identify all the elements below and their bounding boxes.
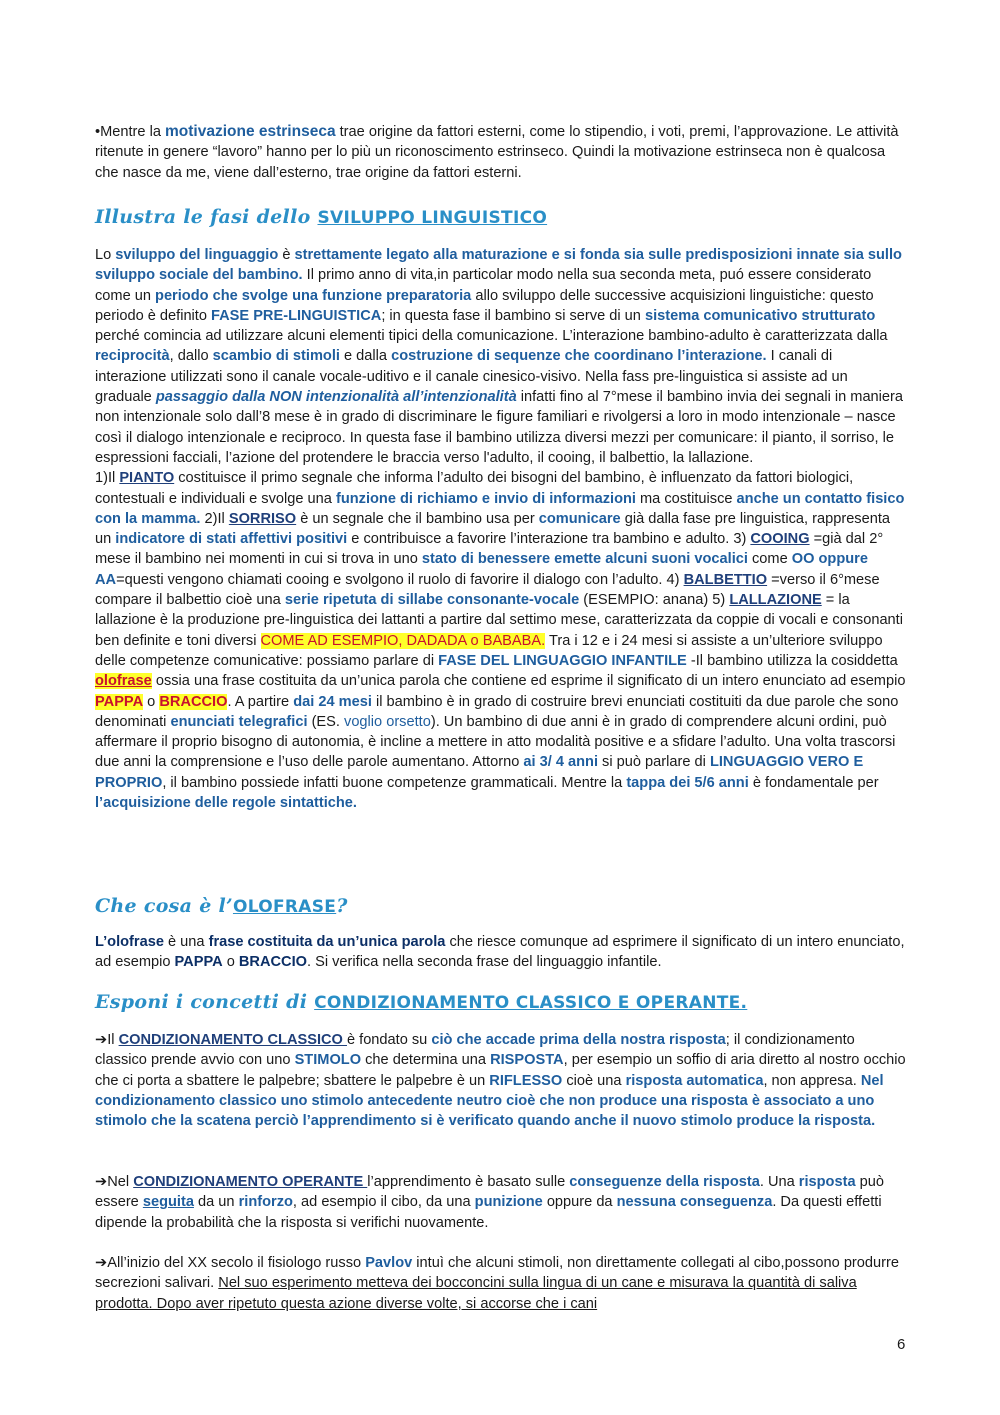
keyword: motivazione estrinseca: [165, 123, 336, 140]
text-run: All’inizio del XX secolo il fisiologo russo: [107, 1255, 366, 1271]
text-run: che riesce comunque ad esprimere il significato di un intero enunciato, ad esempio: [95, 934, 905, 971]
keyword: LALLAZIONE: [729, 592, 822, 609]
highlight: PAPPA: [95, 693, 144, 710]
text-run: Il: [107, 1032, 119, 1048]
section-heading-olofrase: [95, 895, 348, 917]
text-run: . A partire: [227, 693, 294, 710]
text-run: Esponi i concetti di: [95, 991, 315, 1013]
keyword: OO oppure AA: [95, 551, 868, 588]
text-run: come: [747, 551, 792, 568]
bullet: •: [95, 124, 101, 140]
keyword: FASE DEL LINGUAGGIO INFANTILE: [438, 652, 687, 669]
text-run: è fondamentale per: [748, 774, 879, 791]
keyword: nessuna conseguenza: [616, 1194, 773, 1211]
text-run: =verso il 6°mese compare il balbettio cioè una: [95, 571, 880, 609]
keyword: l’acquisizione delle regole sintattiche.: [95, 795, 357, 812]
section-heading-sviluppo: Illustra le fasi dello SVILUPPO LINGUISTICO: [95, 206, 548, 228]
keyword: PIANTO: [119, 470, 175, 487]
text-run: . Una: [759, 1174, 799, 1190]
text-run: perché comincia ad utilizzare alcuni elementi tipici della comunicazione. L’interazione bambino-adulto è caratterizzata dalla: [95, 328, 888, 345]
keyword: Nel condizionamento classico uno stimolo antecedente neutro cioè che non produce una risposta è associato a uno stimolo che la scatena perciò l’apprendimento si è verificato quando anche il nuovo stimolo produce la risposta.: [95, 1072, 884, 1130]
text-run: e contribuisce a favorire l’interazione tra bambino e adulto. 3): [347, 531, 751, 548]
text-run: ?: [336, 895, 348, 917]
text-run: è fondato su: [346, 1032, 432, 1048]
keyword: indicatore di stati affettivi positivi: [115, 531, 348, 548]
keyword: anche un contatto fisico con la mamma.: [95, 490, 905, 527]
text-run: è un segnale che il bambino usa per: [296, 510, 539, 527]
keyword: enunciati telegrafici: [170, 713, 308, 730]
text-run: . Da questi effetti dipende la probabilità che la risposta si verifichi nuovamente.: [95, 1194, 882, 1231]
text-run: (ESEMPIO: anana) 5): [579, 592, 730, 609]
text-run: oppure da: [542, 1194, 617, 1211]
keyword: periodo che svolge una funzione preparatoria: [155, 287, 472, 304]
text-run: Che cosa è l’: [95, 895, 233, 917]
keyword: passaggio dalla NON intenzionalità all’intenzionalità: [155, 389, 517, 406]
keyword: COOING: [750, 531, 810, 548]
keyword: funzione di richiamo e invio di informazioni: [335, 490, 636, 507]
keyword: ciò che accade prima della nostra risposta: [431, 1032, 726, 1048]
arrow-icon: ➔: [95, 1032, 108, 1048]
operante-paragraph: [95, 1172, 907, 1233]
text-run: ; il condizionamento classico prende avvio con uno: [95, 1032, 855, 1069]
keyword: FASE PRE-LINGUISTICA: [211, 307, 382, 324]
highlight: olofrase: [95, 673, 152, 690]
olofrase-paragraph: [95, 932, 907, 973]
keyword: costruzione di sequenze che coordinano l’interazione.: [391, 348, 767, 365]
keyword: RIFLESSO: [489, 1072, 563, 1089]
keyword: sistema comunicativo strutturato: [644, 307, 876, 324]
text-run: ossia una frase costituita da un’unica parola che contiene ed esprime il significato di un intero enunciato ad esempio: [151, 673, 906, 690]
text-run: intuì che alcuni stimoli, non direttamente collegati al cibo,possono produrre secrezioni salivari.: [95, 1255, 899, 1292]
text-run: da un: [193, 1194, 239, 1211]
highlight: COME AD ESEMPIO, DADADA o BABABA.: [260, 632, 546, 649]
section-heading-condizionamento: [95, 991, 747, 1013]
text-run: = la lallazione è la produzione pre-linguistica dei lattanti a partire dal settimo mese, caratterizzata da coppie di vocali e consonanti ben definite e toni diversi: [95, 592, 903, 649]
text-run: già dalla fase pre linguistica, rappresenta un: [95, 510, 891, 548]
text-run: ; in questa fase il bambino si serve di un: [381, 307, 645, 324]
keyword: CONDIZIONAMENTO CLASSICO E OPERANTE.: [314, 993, 748, 1013]
text-run: Tra i 12 e i 24 mesi si assiste a un’ulteriore sviluppo delle competenze comunicative: possiamo parlare di: [95, 632, 883, 669]
keyword: frase costituita da un’unica parola: [208, 934, 446, 950]
highlight: BRACCIO: [159, 693, 228, 710]
text-run: 1)Il: [95, 470, 120, 487]
text-run: infatti fino al 7°mese il bambino invia dei segnali in maniera non intenzionale solo dall’8 mese è in grado di discriminare le figure familiari e rivolgersi a loro in modo intenzionale – nasce così il dialogo intenzionale e reciproco. In questa fase il bambino utilizza diversi mezzi per comunicare: il pianto, il sorriso, le espressioni facciali, l’azione del protendere le braccia verso l'adulto, il cooing, il balbettio, la lallazione.: [95, 389, 904, 466]
keyword: dai 24 mesi: [293, 693, 372, 710]
text-run: allo sviluppo delle successive acquisizioni linguistiche: questo periodo è definito: [95, 287, 874, 324]
text-run: , il bambino possiede infatti buone competenze grammaticali. Mentre la: [162, 774, 627, 791]
text-run: , dallo: [169, 348, 213, 365]
text-run: può essere: [95, 1174, 884, 1211]
keyword: strettamente legato alla maturazione e si fonda sia sulle predisposizioni innate sia sullo sviluppo sociale del bambino.: [95, 247, 902, 284]
keyword: voglio orsetto: [344, 713, 431, 730]
keyword: RISPOSTA: [490, 1052, 564, 1069]
keyword: CONDIZIONAMENTO OPERANTE: [133, 1174, 368, 1190]
keyword: scambio di stimoli: [212, 348, 340, 365]
keyword: tappa dei 5/6 anni: [626, 774, 749, 791]
text-run: , ad esempio il cibo, da una: [292, 1194, 475, 1211]
text-run: si può parlare di: [598, 754, 710, 771]
keyword: ai 3/ 4 anni: [523, 754, 598, 771]
keyword: Nel suo esperimento metteva dei bocconcini sulla lingua di un cane e misurava la quantità di saliva prodotta. Dopo aver ripetuto questa azione diverse volte, si accorse che i cani: [95, 1275, 857, 1312]
keyword: rinforzo: [238, 1194, 293, 1211]
arrow-icon: ➔: [95, 1174, 108, 1190]
text-run: =già dal 2° mese il bambino nei momenti in cui si trova in uno: [95, 531, 884, 568]
keyword: comunicare: [538, 510, 621, 527]
text-run: che determina una: [361, 1052, 491, 1069]
text-run: I canali di interazione utilizzati sono il canale vocale-uditivo e il canale cinesico-visivo. Nella fass pre-linguistica si assiste ad un graduale: [95, 348, 848, 406]
keyword: conseguenze della risposta: [569, 1174, 760, 1190]
keyword: punizione: [474, 1194, 543, 1211]
keyword: LINGUAGGIO VERO E PROPRIO: [95, 754, 864, 791]
text-run: . Si verifica nella seconda frase del linguaggio infantile.: [306, 954, 662, 971]
text-run: o: [222, 954, 239, 971]
pavlov-paragraph: [95, 1253, 907, 1314]
text-run: Il primo anno di vita,in particolar modo nella sua seconda meta, puó essere considerato come un: [95, 267, 872, 304]
text-run: Nel: [107, 1174, 134, 1190]
keyword: CONDIZIONAMENTO CLASSICO: [118, 1032, 347, 1048]
keyword: L’olofrase: [95, 934, 164, 950]
keyword: reciprocità: [95, 348, 170, 365]
text-run: il bambino è in grado di costruire brevi enunciati costituiti da due parole che sono denominati: [95, 693, 899, 730]
keyword: Pavlov: [365, 1255, 413, 1271]
keyword: BALBETTIO: [683, 571, 768, 588]
keyword: seguita: [142, 1194, 194, 1211]
text-run: ). Un bambino di due anni è in grado di comprendere alcuni ordini, può affermare il proprio bisogno di autonomia, è incline a mettere in atto modalità positive e a sfidare l’adulto. Una volta trascorsi due anni la comprensione e l’uso delle parole aumentano. Attorno: [95, 713, 896, 771]
classico-paragraph: [95, 1030, 907, 1131]
text-run: 2)Il: [200, 510, 229, 527]
text-run: -Il bambino utilizza la cosiddetta: [686, 652, 898, 669]
text-run: cioè una: [562, 1072, 626, 1089]
keyword: OLOFRASE: [232, 897, 337, 917]
text-run: e dalla: [339, 348, 392, 365]
keyword: stato di benessere emette alcuni suoni vocalici: [421, 551, 748, 568]
text-run: o: [143, 693, 160, 710]
intro-paragraph: •Mentre la motivazione estrinseca trae origine da fattori esterni, come lo stipendio, i voti, premi, l’approvazione. Le attività ritenute in genere “lavoro” hanno per lo più un riconoscimento estrinseco. Quindi la motivazione estrinseca non è qualcosa che nasce da me, viene dall’esterno, trae origine da fattori esterni.: [95, 123, 899, 181]
keyword: risposta automatica: [625, 1072, 764, 1089]
keyword: SORRISO: [228, 510, 297, 527]
text-run: è: [278, 247, 295, 263]
text-run: (ES.: [307, 713, 345, 730]
arrow-icon: ➔: [95, 1255, 108, 1271]
keyword: sviluppo del linguaggio: [115, 247, 279, 263]
keyword: STIMOLO: [294, 1052, 362, 1069]
page-number: 6: [897, 1336, 906, 1353]
text-run: Lo: [95, 247, 116, 263]
text-run: , non appresa.: [763, 1072, 861, 1089]
text-run: ma costituisce: [635, 490, 737, 507]
text-run: =questi vengono chiamati cooing e svolgono il ruolo di favorire il dialogo con l’adulto. 4): [116, 571, 684, 588]
text-run: è una: [163, 934, 209, 950]
text-run: costituisce il primo segnale che informa l’adulto dei bisogni del bambino, è influenzato da fattori biologici, contestuali e individuali e svolge una: [95, 470, 854, 507]
keyword: BRACCIO: [238, 954, 307, 971]
text-run: l’apprendimento è basato sulle: [367, 1174, 570, 1190]
sviluppo-paragraph: [95, 245, 907, 813]
keyword: serie ripetuta di sillabe consonante-vocale: [284, 592, 580, 609]
keyword: PAPPA: [174, 954, 223, 971]
text-run: , per esempio un soffio di aria diretto al nostro occhio che ci porta a sbattere le palpebre; sbattere le palpebre è un: [95, 1052, 906, 1089]
keyword: risposta: [798, 1174, 856, 1190]
